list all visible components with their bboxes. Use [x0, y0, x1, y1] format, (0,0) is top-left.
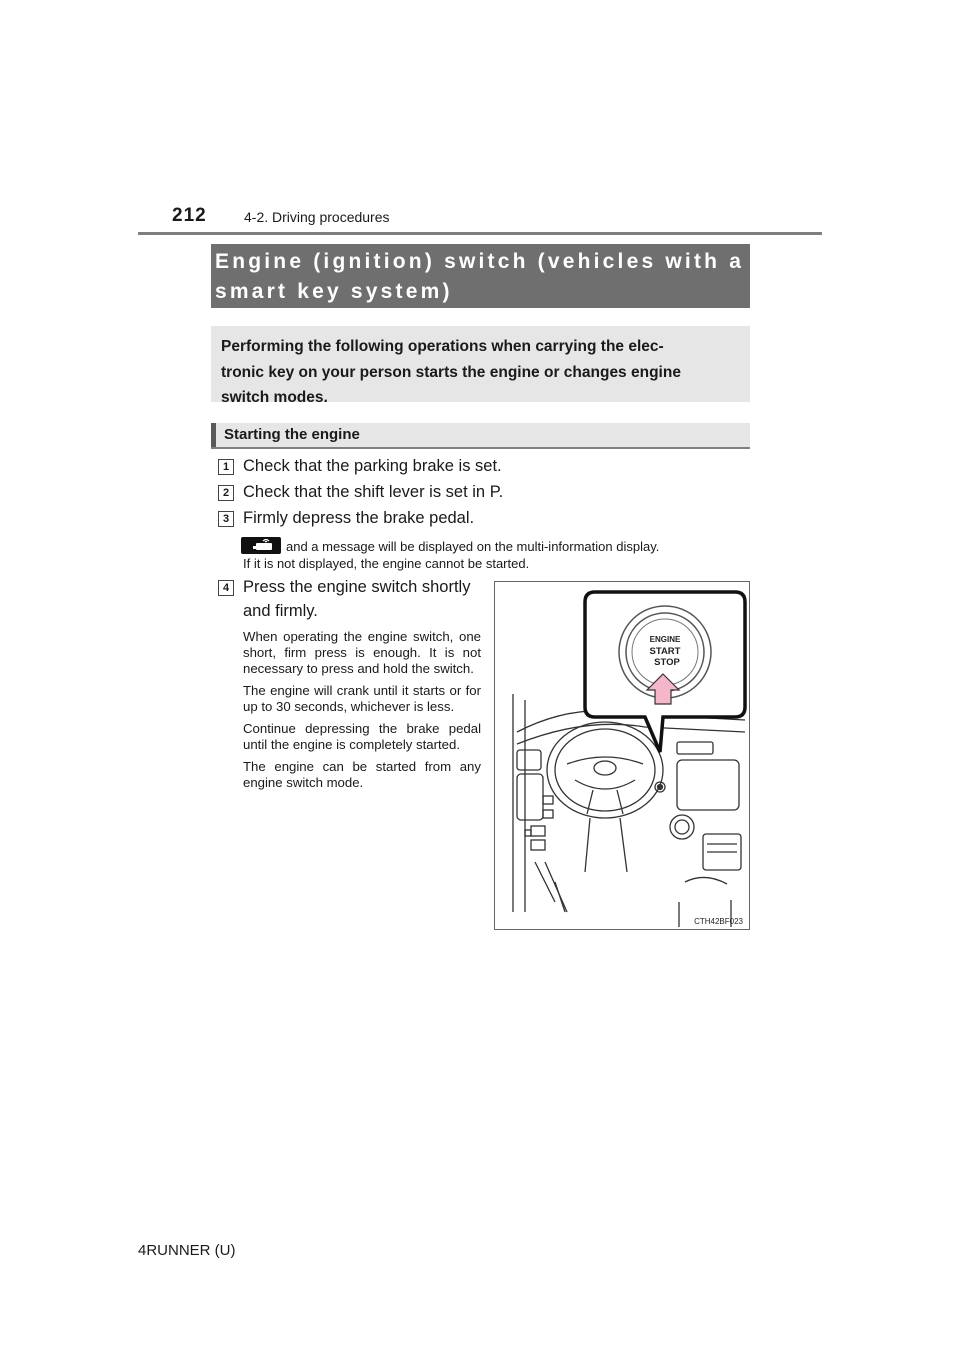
page-title-line-1: Engine (ignition) switch (vehicles with a	[215, 250, 745, 273]
header-rule	[138, 232, 822, 235]
button-label-engine: ENGINE	[649, 635, 681, 644]
page-title-line-2: smart key system)	[215, 280, 453, 303]
key-indicator-icon	[241, 537, 281, 554]
step4-note-3: Continue depressing the brake pedal until the engine is completely started.	[243, 721, 481, 752]
page-number: 212	[172, 205, 207, 226]
step4-note-4: The engine can be started from any engine switch mode.	[243, 759, 481, 790]
step3-note-line-1: and a message will be displayed on the multi-information display.	[286, 539, 660, 554]
section-reference: 4-2. Driving procedures	[244, 209, 390, 225]
intro-line-1: Performing the following operations when carrying the elec-	[221, 338, 664, 355]
button-label-stop: STOP	[654, 657, 680, 668]
step-number-2: 2	[218, 485, 234, 501]
step-number-3: 3	[218, 511, 234, 527]
illustration-code: CTH42BF023	[694, 917, 743, 926]
step4-text-line-2: and firmly.	[243, 602, 318, 620]
page-title	[211, 244, 750, 308]
engine-switch-illustration	[494, 581, 750, 930]
step4-note-2: The engine will crank until it starts or for up to 30 seconds, whichever is less.	[243, 683, 481, 714]
footer-model: 4RUNNER (U)	[138, 1242, 236, 1259]
subsection-bar	[211, 423, 216, 447]
subsection-heading	[211, 423, 750, 449]
step-text-3: Firmly depress the brake pedal.	[243, 509, 475, 527]
subsection-title: Starting the engine	[224, 426, 360, 443]
step4-text-line-1: Press the engine switch shortly	[243, 578, 471, 596]
button-label-start: START	[649, 646, 681, 657]
step-text-1: Check that the parking brake is set.	[243, 457, 502, 475]
dashboard-drawing	[495, 582, 750, 930]
step4-notes	[243, 629, 481, 791]
intro-line-3: switch modes.	[221, 389, 328, 406]
step4-note-1: When operating the engine switch, one short, firm press is enough. It is not necessary to press and hold the switch.	[243, 629, 481, 676]
intro-box	[211, 326, 750, 406]
intro-line-2: tronic key on your person starts the engine or changes engine	[221, 363, 681, 381]
step-number-4: 4	[218, 580, 234, 596]
step-text-2: Check that the shift lever is set in P.	[243, 483, 504, 501]
step3-note-line-2: If it is not displayed, the engine cannot be started.	[243, 556, 530, 571]
step-number-1: 1	[218, 459, 234, 475]
